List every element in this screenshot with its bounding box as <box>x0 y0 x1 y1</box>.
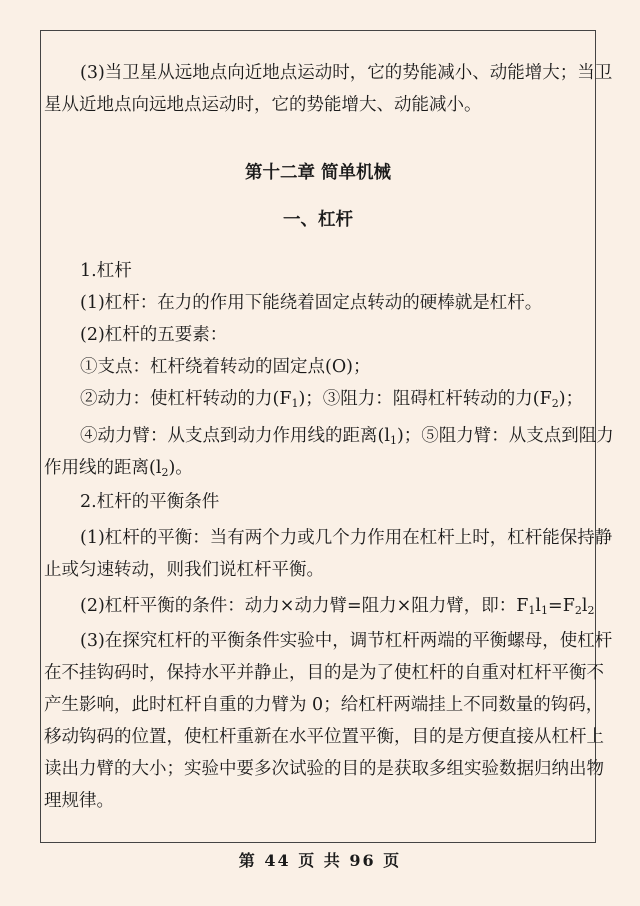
paragraph-line: 作用线的距离$(l_2)$。 <box>44 458 193 479</box>
paragraph-line: ②动力：使杠杆转动的力$(F_1)$；③阻力：阻碍杠杆转动的力$(F_2)$； <box>80 389 584 410</box>
paragraph-line: ④动力臂：从支点到动力作用线的距离$(l_1)$；⑤阻力臂：从支点到阻力 <box>80 426 614 447</box>
paragraph-line: 星从近地点向远地点运动时，它的势能增大、动能减小。 <box>44 95 482 115</box>
paragraph-line: 产生影响，此时杠杆自重的力臂为 0；给杠杆两端挂上不同数量的钩码， <box>44 695 604 715</box>
paragraph-line: (2)杠杆平衡的条件：动力×动力臂=阻力×阻力臂，即：$F_1l_1=F_2l_2$ <box>80 596 595 617</box>
paragraph-line: (2)杠杆的五要素： <box>80 325 228 345</box>
paragraph-line: 移动钩码的位置，使杠杆重新在水平位置平衡，目的是方便直接从杠杆上 <box>44 727 604 747</box>
paragraph-line: (3)当卫星从远地点向近地点运动时，它的势能减小、动能增大；当卫 <box>80 63 613 83</box>
paragraph-line: (1)杠杆的平衡：当有两个力或几个力作用在杠杆上时，杠杆能保持静 <box>80 528 613 548</box>
paragraph-line: 读出力臂的大小；实验中要多次试验的目的是获取多组实验数据归纳出物 <box>44 759 604 779</box>
section-title: 一、杠杆 <box>283 210 353 230</box>
paragraph-line: 在不挂钩码时，保持水平并静止，目的是为了使杠杆的自重对杠杆平衡不 <box>44 663 604 683</box>
paragraph-line: 理规律。 <box>44 791 114 811</box>
paragraph-line: (1)杠杆：在力的作用下能绕着固定点转动的硬棒就是杠杆。 <box>80 293 543 313</box>
paragraph-line: (3)在探究杠杆的平衡条件实验中，调节杠杆两端的平衡螺母，使杠杆 <box>80 631 613 651</box>
subheading: 1.杠杆 <box>80 261 132 281</box>
page-number-footer: 第 44 页 共 96 页 <box>238 851 402 870</box>
paragraph-line: ①支点：杠杆绕着转动的固定点(O)； <box>80 357 371 377</box>
paragraph-line: 止或匀速转动，则我们说杠杆平衡。 <box>44 560 324 580</box>
chapter-title: 第十二章 简单机械 <box>244 163 392 183</box>
subheading: 2.杠杆的平衡条件 <box>80 492 220 512</box>
